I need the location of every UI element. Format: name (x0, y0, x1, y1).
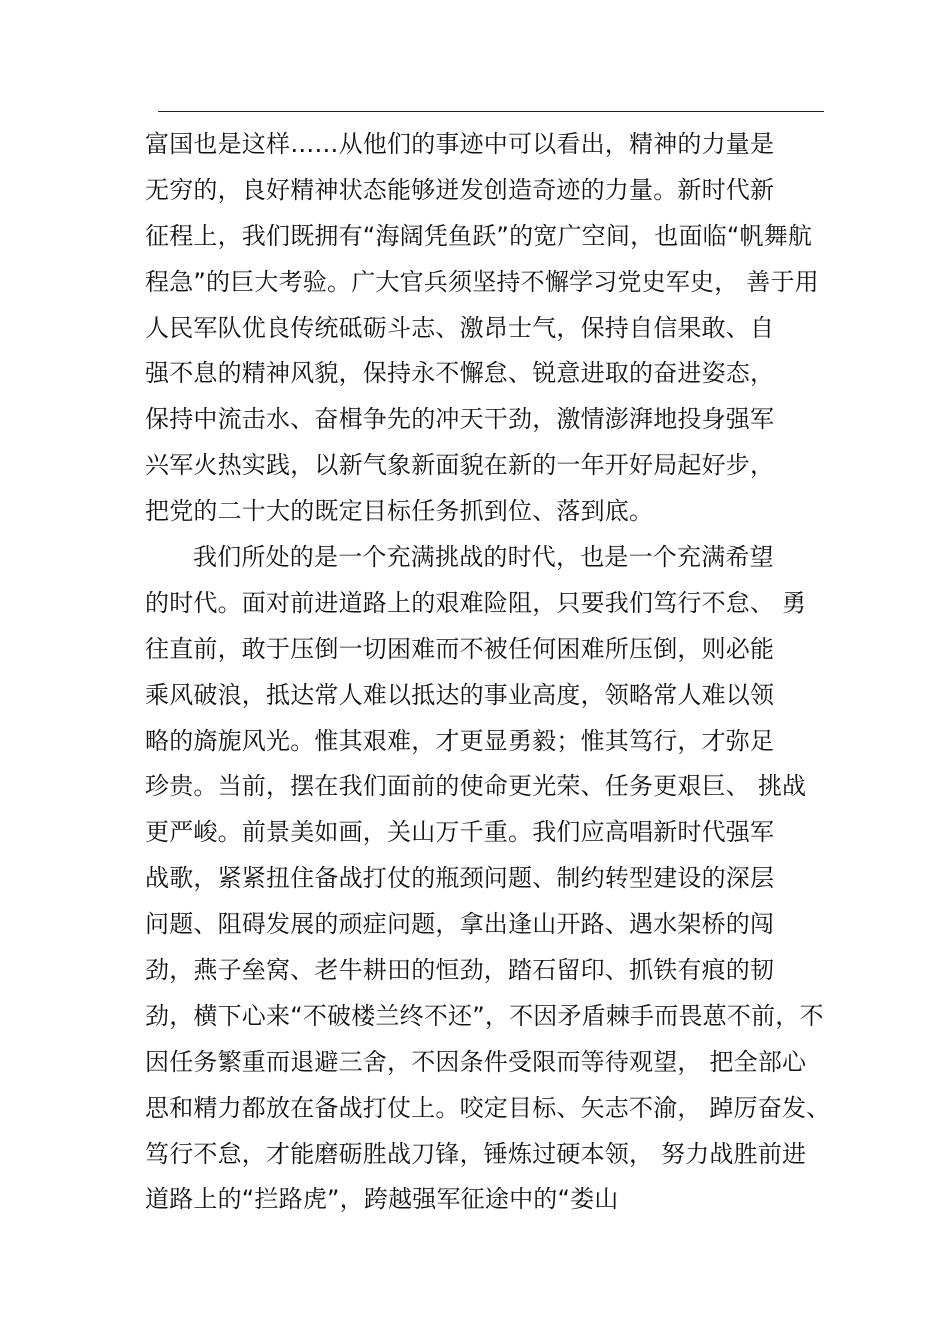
text-line: 无穷的，良好精神状态能够迸发创造奇迹的力量。新时代新 (145, 175, 775, 204)
text-line: 思和精力都放在备战打仗上。咬定目标、矢志不渝， 踔厉奋发、 (145, 1093, 831, 1122)
document-body (145, 122, 845, 1223)
text-line: 程急”的巨大考验。广大官兵须坚持不懈学习党史军史， 善于用 (145, 267, 819, 296)
text-line: 笃行不怠，才能磨砺胜战刀锋，锤炼过硬本领， 努力战胜前进 (145, 1139, 807, 1168)
paragraph-2 (145, 535, 845, 1223)
text-line: 征程上，我们既拥有“海阔凭鱼跃”的宽广空间，也面临“帆舞航 (145, 221, 813, 250)
text-line: 富国也是这样……从他们的事迹中可以看出，精神的力量是 (145, 130, 775, 158)
text-line: 劲，横下心来“不破楼兰终不还”，不因矛盾棘手而畏葸不前，不 (145, 1001, 824, 1030)
text-line: 往直前，敢于压倒一切困难而不被任何困难所压倒，则必能 (145, 634, 775, 663)
text-line: 人民军队优良传统砥砺斗志、激昂士气，保持自信果敢、自 (145, 313, 775, 342)
text-line: 珍贵。当前，摆在我们面前的使命更光荣、任务更艰巨、 挑战 (145, 772, 807, 801)
text-line: 战歌，紧紧扭住备战打仗的瓶颈问题、制约转型建设的深层 (145, 864, 775, 893)
text-line: 道路上的“拦路虎”，跨越强军征途中的“娄山 (145, 1185, 619, 1214)
text-line: 劲，燕子垒窝、老牛耕田的恒劲，踏石留印、抓铁有痕的韧 (145, 956, 775, 985)
header-rule (158, 111, 824, 112)
text-line: 略的旖旎风光。惟其艰难，才更显勇毅；惟其笃行，才弥足 (145, 726, 775, 755)
text-line: 把党的二十大的既定目标任务抓到位、落到底。 (145, 497, 654, 526)
text-line: 兴军火热实践，以新气象新面貌在新的一年开好局起好步， (145, 451, 775, 480)
paragraph-1 (145, 122, 845, 535)
text-line: 问题、阻碍发展的顽症问题，拿出逢山开路、遇水架桥的闯 (145, 910, 775, 939)
text-line: 强不息的精神风貌，保持永不懈怠、锐意进取的奋进姿态， (145, 359, 775, 388)
text-line: 更严峻。前景美如画，关山万千重。我们应高唱新时代强军 (145, 818, 775, 847)
text-line: 因任务繁重而退避三舍，不因条件受限而等待观望， 把全部心 (145, 1047, 807, 1076)
text-line: 乘风破浪，抵达常人难以抵达的事业高度，领略常人难以领 (145, 680, 775, 709)
text-line: 我们所处的是一个充满挑战的时代，也是一个充满希望 (193, 543, 774, 572)
text-line: 的时代。面对前进道路上的艰难险阻，只要我们笃行不怠、 勇 (145, 588, 807, 617)
text-line: 保持中流击水、奋楫争先的冲天干劲，激情澎湃地投身强军 (145, 405, 775, 434)
